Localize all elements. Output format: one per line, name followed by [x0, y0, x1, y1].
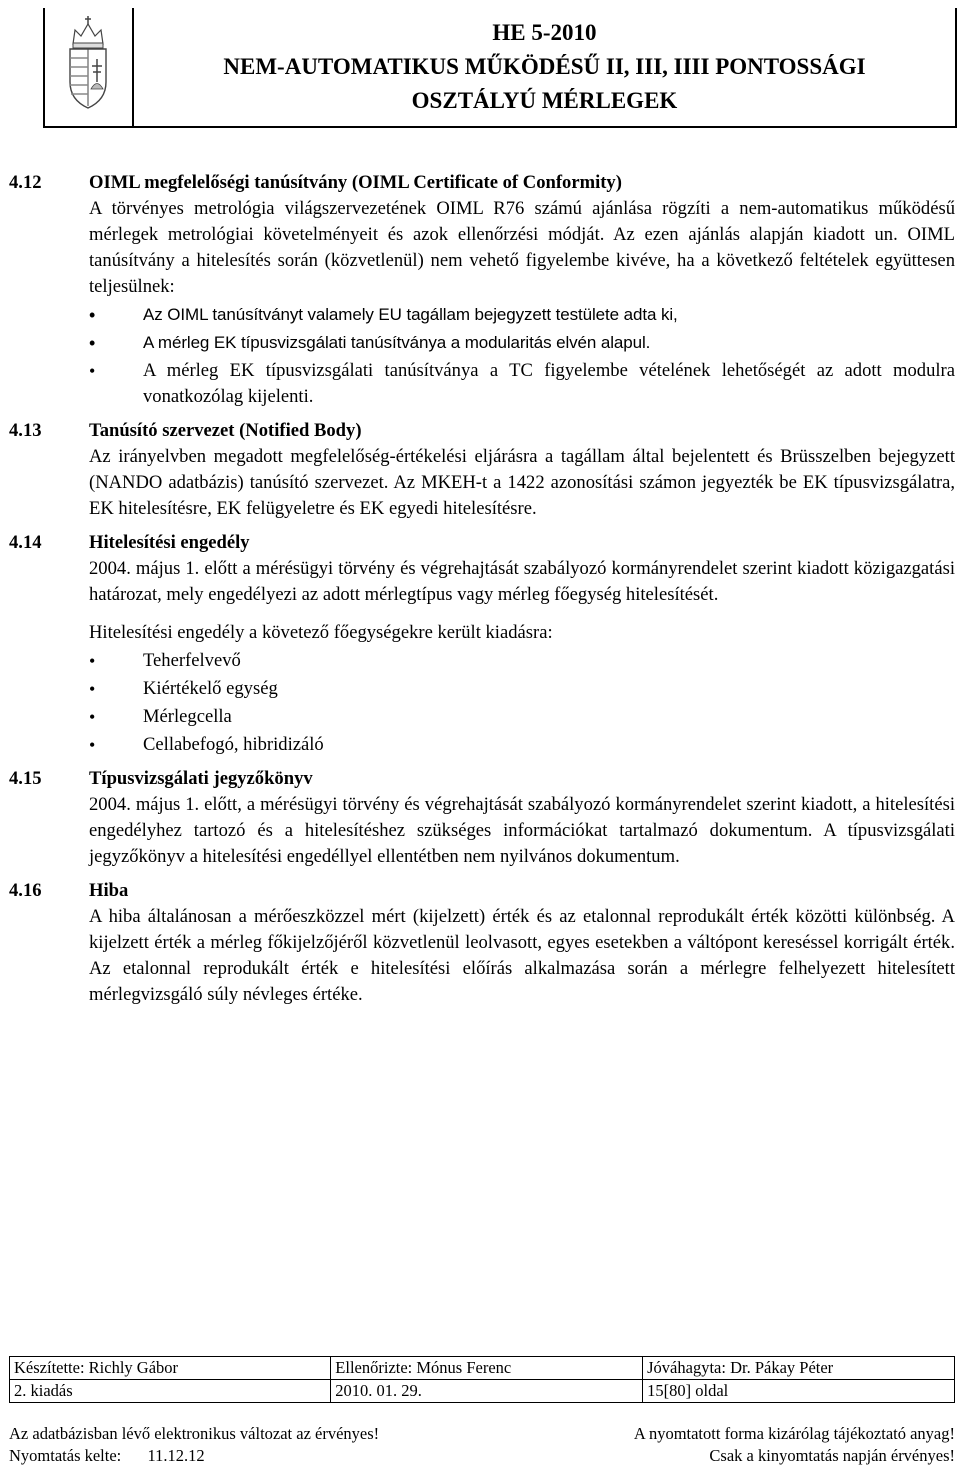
- section-number: 4.15: [9, 768, 42, 789]
- hungarian-coat-of-arms-icon: [65, 14, 111, 110]
- list-item: • Cellabefogó, hibridizáló: [89, 732, 955, 758]
- list-item: • A mérleg EK típusvizsgálati tanúsítványa a TC figyelembe vételének lehetőségét az adott modulra vonatkozólag kijelenti.: [89, 358, 955, 410]
- section-number: 4.14: [9, 532, 42, 553]
- section-title: Hitelesítési engedély: [89, 532, 250, 553]
- list-item: • Mérlegcella: [89, 704, 955, 730]
- section-4-15: [9, 766, 955, 870]
- footer-table: [9, 1356, 955, 1403]
- list-item: • A mérleg EK típusvizsgálati tanúsítványa a modularitás elvén alapul.: [89, 330, 955, 356]
- section-body: [9, 792, 955, 870]
- section-heading: [9, 878, 955, 904]
- list-intro: Hitelesítési engedély a követező főegységekre került kiadásra:: [89, 622, 553, 643]
- print-date-label: Nyomtatás kelte:: [9, 1446, 122, 1465]
- title-line-1: NEM-AUTOMATIKUS MŰKÖDÉSŰ II, III, IIII PONTOSSÁGI: [223, 54, 866, 79]
- section-intro: A törvényes metrológia világszervezetének OIML R76 számú ajánlása rögzíti a nem-automatikus működésű mérlegek metrológiai követelményeit és azok ellenőrzési módját. Az ezen ajánlás alapján kiadott un. OIML tanúsítvány a hitelesítés során (közvetlenül) nem vehető figyelembe kivéve, ha a következő feltételek együttesen teljesülnek:: [89, 198, 955, 297]
- document-code: HE 5-2010: [492, 20, 597, 45]
- edition-date: 2010. 01. 29.: [331, 1380, 643, 1403]
- header-title-block: [134, 16, 955, 118]
- table-row: [10, 1357, 955, 1380]
- printed-version-note: A nyomtatott forma kizárólag tájékoztató anyag!: [633, 1424, 955, 1443]
- document-body: [9, 170, 955, 1016]
- title-line-2: OSZTÁLYÚ MÉRLEGEK: [411, 88, 678, 113]
- section-4-14: [9, 530, 955, 758]
- footer-print-line: [9, 1446, 955, 1466]
- section-body: [9, 444, 955, 522]
- section-title: OIML megfelelőségi tanúsítvány (OIML Certificate of Conformity): [89, 172, 622, 193]
- section-title: Típusvizsgálati jegyzőkönyv: [89, 768, 313, 789]
- section-title: Tanúsító szervezet (Notified Body): [89, 420, 362, 441]
- section-text: A hiba általánosan a mérőeszközzel mért (kijelzett) érték és az etalonnal reprodukált érték közötti különbség. A kijelzett érték a mérleg főkijelzőjéről közvetlenül leolvasott, egyes esetekben a váltópont kereséssel korrigált érték. Az etalonnal reprodukált érték e hitelesítési előírás alkalmazása során a mérlegre felhelyezett hitelesített mérlegvizsgáló súly névleges értéke.: [89, 906, 955, 1005]
- section-4-12: [9, 170, 955, 410]
- print-date-value: 11.12.12: [147, 1446, 205, 1465]
- page-number: 15[80] oldal: [643, 1380, 955, 1403]
- section-text: Az irányelvben megadott megfelelőség-értékelési eljárásra a tagállam által bejelentett és Brüsszelben bejegyzett (NANDO adatbázis) tanúsító szervezet. Az MKEH-t a 1422 azonosítási számon jegyezték be EK típusvizsgálatra, EK hitelesítésre, EK felügyeletre és EK egyedi hitelesítésre.: [89, 446, 955, 519]
- section-body: [9, 904, 955, 1008]
- footer-notes: [9, 1424, 955, 1444]
- section-body: [9, 196, 955, 410]
- checked-by: Ellenőrizte: Mónus Ferenc: [331, 1357, 643, 1380]
- section-4-16: [9, 878, 955, 1008]
- list-item: • Az OIML tanúsítványt valamely EU tagállam bejegyzett testülete adta ki,: [89, 302, 955, 328]
- section-text: 2004. május 1. előtt a mérésügyi törvény és végrehajtását szabályozó kormányrendelet szerint kiadott közigazgatási határozat, mely engedélyezi az adott mérlegtípus vagy mérleg főegység hitelesítését.: [89, 558, 955, 605]
- section-text: 2004. május 1. előtt, a mérésügyi törvény és végrehajtását szabályozó kormányrendelet szerint kiadott, a hitelesítési engedélyhez tartozó és a hitelesítéshez szükséges információkat tartalmazó dokumentum. A típusvizsgálati jegyzőkönyv a hitelesítési engedéllyel ellentétben nem nyilvános dokumentum.: [89, 794, 955, 867]
- validity-note: Csak a kinyomtatás napján érvényes!: [709, 1446, 955, 1465]
- table-row: [10, 1380, 955, 1403]
- electronic-version-note: Az adatbázisban lévő elektronikus változat az érvényes!: [9, 1424, 380, 1443]
- section-number: 4.13: [9, 420, 42, 441]
- section-heading: [9, 170, 955, 196]
- edition: 2. kiadás: [10, 1380, 331, 1403]
- section-body: [9, 556, 955, 758]
- document-header: [43, 8, 957, 128]
- list-item: • Kiértékelő egység: [89, 676, 955, 702]
- condition-list: [89, 302, 955, 410]
- section-number: 4.16: [9, 880, 42, 901]
- print-date: [9, 1446, 205, 1466]
- section-heading: [9, 530, 955, 556]
- section-heading: [9, 766, 955, 792]
- section-number: 4.12: [9, 172, 42, 193]
- section-4-13: [9, 418, 955, 522]
- section-heading: [9, 418, 955, 444]
- section-title: Hiba: [89, 880, 129, 901]
- prepared-by: Készítette: Richly Gábor: [10, 1357, 331, 1380]
- list-item: • Teherfelvevő: [89, 648, 955, 674]
- main-unit-list: [89, 648, 955, 758]
- approved-by: Jóváhagyta: Dr. Pákay Péter: [643, 1357, 955, 1380]
